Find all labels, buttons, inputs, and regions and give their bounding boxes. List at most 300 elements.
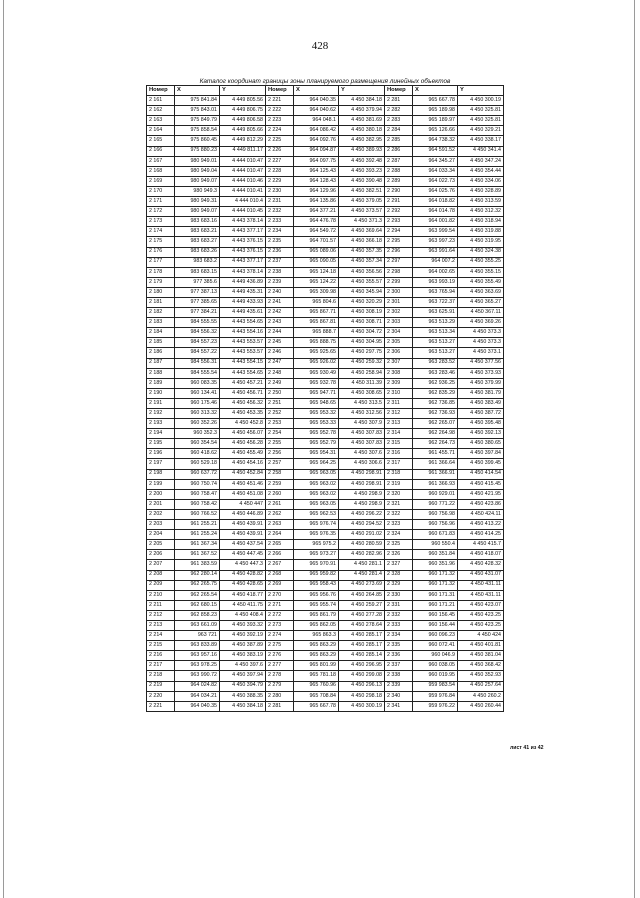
cell-x-1: 980 949.04 (175, 166, 220, 176)
header-number-2: Номер (266, 86, 294, 96)
cell-number-3: 2 329 (385, 580, 413, 590)
cell-number-3: 2 323 (385, 520, 413, 530)
cell-number-2: 2 249 (266, 378, 294, 388)
cell-y-2: 4 450 264.85 (339, 590, 385, 600)
cell-y-2: 4 450 389.93 (339, 146, 385, 156)
cell-number-1: 2 209 (147, 580, 175, 590)
cell-y-1: 4 450 456.32 (220, 398, 266, 408)
cell-number-2: 2 277 (266, 661, 294, 671)
cell-y-2: 4 450 381.69 (339, 116, 385, 126)
cell-x-3: 963 993.19 (413, 277, 458, 287)
cell-number-2: 2 224 (266, 126, 294, 136)
cell-y-3: 4 450 319.95 (458, 237, 504, 247)
cell-x-1: 964 040.35 (175, 701, 220, 711)
cell-x-2: 964 129.96 (294, 186, 339, 196)
cell-number-3: 2 292 (385, 207, 413, 217)
cell-number-3: 2 287 (385, 156, 413, 166)
table-row (147, 237, 504, 247)
cell-number-1: 2 221 (147, 701, 175, 711)
table-row (147, 247, 504, 257)
cell-number-2: 2 273 (266, 620, 294, 630)
coordinates-table (146, 85, 504, 712)
cell-x-1: 960 758.47 (175, 489, 220, 499)
cell-number-1: 2 190 (147, 388, 175, 398)
cell-y-1: 4 450 418.77 (220, 590, 266, 600)
cell-y-2: 4 450 306.6 (339, 459, 385, 469)
cell-x-1: 960 354.54 (175, 439, 220, 449)
cell-x-3: 960 550.4 (413, 540, 458, 550)
cell-x-2: 964 135.86 (294, 197, 339, 207)
cell-y-3: 4 450 352.93 (458, 671, 504, 681)
cell-x-3: 960 771.22 (413, 499, 458, 509)
cell-number-1: 2 193 (147, 419, 175, 429)
cell-x-2: 965 801.99 (294, 661, 339, 671)
cell-y-3: 4 450 325.81 (458, 116, 504, 126)
cell-number-2: 2 229 (266, 176, 294, 186)
cell-y-2: 4 450 355.57 (339, 277, 385, 287)
cell-y-1: 4 450 397.6 (220, 661, 266, 671)
cell-y-3: 4 450 397.84 (458, 449, 504, 459)
cell-x-1: 960 313.32 (175, 409, 220, 419)
cell-number-2: 2 258 (266, 469, 294, 479)
cell-x-2: 965 963.02 (294, 489, 339, 499)
cell-x-3: 960 096.23 (413, 631, 458, 641)
table-row (147, 479, 504, 489)
cell-number-1: 2 216 (147, 651, 175, 661)
cell-number-2: 2 259 (266, 479, 294, 489)
cell-y-3: 4 450 338.17 (458, 136, 504, 146)
cell-y-1: 4 444 010.46 (220, 176, 266, 186)
cell-number-2: 2 279 (266, 681, 294, 691)
cell-number-1: 2 177 (147, 257, 175, 267)
cell-x-2: 965 976.74 (294, 520, 339, 530)
cell-x-3: 962 736.93 (413, 409, 458, 419)
cell-y-2: 4 450 259.27 (339, 600, 385, 610)
cell-y-3: 4 450 377.56 (458, 358, 504, 368)
cell-y-2: 4 450 299.08 (339, 671, 385, 681)
cell-x-2: 965 963.05 (294, 499, 339, 509)
cell-y-3: 4 450 423.25 (458, 610, 504, 620)
cell-x-1: 960 083.35 (175, 378, 220, 388)
cell-number-1: 2 165 (147, 136, 175, 146)
cell-y-3: 4 450 257.64 (458, 681, 504, 691)
cell-y-3: 4 450 431.11 (458, 590, 504, 600)
header-x-3: X (413, 86, 458, 96)
cell-number-3: 2 299 (385, 277, 413, 287)
cell-x-3: 960 156.44 (413, 620, 458, 630)
table-row (147, 126, 504, 136)
table-row (147, 166, 504, 176)
cell-y-2: 4 450 277.28 (339, 610, 385, 620)
cell-x-3: 962 936.25 (413, 378, 458, 388)
cell-x-2: 964 097.75 (294, 156, 339, 166)
header-x-2: X (294, 86, 339, 96)
cell-number-1: 2 175 (147, 237, 175, 247)
page-number: 428 (311, 40, 329, 52)
cell-y-3: 4 450 363.69 (458, 287, 504, 297)
table-row (147, 691, 504, 701)
cell-y-1: 4 449 435.61 (220, 308, 266, 318)
cell-y-2: 4 450 357.35 (339, 247, 385, 257)
cell-y-1: 4 449 812.29 (220, 136, 266, 146)
cell-y-3: 4 450 300.19 (458, 96, 504, 106)
cell-y-1: 4 450 456.71 (220, 388, 266, 398)
cell-y-2: 4 450 281.4 (339, 570, 385, 580)
cell-x-1: 963 957.16 (175, 651, 220, 661)
cell-x-1: 975 880.23 (175, 146, 220, 156)
cell-x-2: 965 962.53 (294, 509, 339, 519)
cell-number-1: 2 206 (147, 550, 175, 560)
cell-y-3: 4 450 365.27 (458, 297, 504, 307)
cell-number-3: 2 325 (385, 540, 413, 550)
table-row (147, 136, 504, 146)
cell-number-2: 2 266 (266, 550, 294, 560)
cell-number-2: 2 278 (266, 671, 294, 681)
cell-number-1: 2 205 (147, 540, 175, 550)
cell-y-2: 4 450 258.94 (339, 368, 385, 378)
cell-number-1: 2 207 (147, 560, 175, 570)
cell-x-2: 965 925.65 (294, 348, 339, 358)
cell-x-2: 965 862.05 (294, 620, 339, 630)
cell-y-3: 4 450 355.49 (458, 277, 504, 287)
cell-number-3: 2 305 (385, 338, 413, 348)
table-row (147, 469, 504, 479)
cell-number-1: 2 217 (147, 661, 175, 671)
cell-x-2: 965 804.6 (294, 297, 339, 307)
cell-y-3: 4 450 413.22 (458, 520, 504, 530)
table-row (147, 176, 504, 186)
cell-x-2: 964 549.72 (294, 227, 339, 237)
cell-x-3: 960 171.31 (413, 590, 458, 600)
cell-number-1: 2 178 (147, 267, 175, 277)
table-row (147, 197, 504, 207)
cell-x-1: 977 385.6 (175, 277, 220, 287)
cell-y-1: 4 449 805.66 (220, 126, 266, 136)
cell-y-1: 4 450 393.32 (220, 620, 266, 630)
cell-y-3: 4 450 424.11 (458, 509, 504, 519)
cell-y-2: 4 450 298.91 (339, 479, 385, 489)
cell-x-3: 964 018.82 (413, 197, 458, 207)
cell-number-2: 2 255 (266, 439, 294, 449)
cell-y-3: 4 450 312.32 (458, 207, 504, 217)
table-row (147, 489, 504, 499)
cell-x-2: 964 128.43 (294, 176, 339, 186)
cell-number-1: 2 174 (147, 227, 175, 237)
cell-y-2: 4 450 366.18 (339, 237, 385, 247)
cell-y-1: 4 450 408.4 (220, 610, 266, 620)
cell-number-2: 2 251 (266, 398, 294, 408)
cell-y-1: 4 443 554.65 (220, 318, 266, 328)
cell-x-2: 964 048.1 (294, 116, 339, 126)
cell-y-3: 4 450 355.15 (458, 267, 504, 277)
cell-y-2: 4 450 382.95 (339, 136, 385, 146)
cell-x-2: 965 952.79 (294, 439, 339, 449)
table-row (147, 257, 504, 267)
cell-x-3: 961 366.64 (413, 459, 458, 469)
cell-x-3: 959 976.84 (413, 691, 458, 701)
cell-x-2: 964 476.78 (294, 217, 339, 227)
cell-y-2: 4 450 307.83 (339, 439, 385, 449)
cell-y-3: 4 450 373.93 (458, 368, 504, 378)
cell-x-1: 961 367.52 (175, 550, 220, 560)
cell-y-1: 4 450 456.28 (220, 439, 266, 449)
cell-number-2: 2 276 (266, 651, 294, 661)
cell-number-3: 2 303 (385, 318, 413, 328)
cell-x-2: 965 954.31 (294, 449, 339, 459)
cell-y-1: 4 450 392.19 (220, 631, 266, 641)
cell-y-3: 4 450 381.79 (458, 388, 504, 398)
cell-number-2: 2 223 (266, 116, 294, 126)
cell-number-2: 2 268 (266, 570, 294, 580)
cell-x-3: 963 999.54 (413, 227, 458, 237)
cell-number-2: 2 228 (266, 166, 294, 176)
cell-y-1: 4 450 451.08 (220, 489, 266, 499)
cell-y-3: 4 450 399.45 (458, 459, 504, 469)
cell-y-1: 4 449 811.17 (220, 146, 266, 156)
table-row (147, 641, 504, 651)
cell-x-3: 963 997.23 (413, 237, 458, 247)
cell-x-1: 983 683.21 (175, 227, 220, 237)
cell-y-1: 4 443 377.17 (220, 257, 266, 267)
cell-y-2: 4 450 298.18 (339, 691, 385, 701)
cell-x-2: 964 092.76 (294, 136, 339, 146)
cell-number-2: 2 226 (266, 146, 294, 156)
cell-x-1: 977 384.21 (175, 308, 220, 318)
cell-number-3: 2 336 (385, 651, 413, 661)
cell-y-1: 4 449 805.56 (220, 96, 266, 106)
cell-number-3: 2 307 (385, 358, 413, 368)
cell-number-1: 2 184 (147, 328, 175, 338)
cell-x-3: 963 513.29 (413, 318, 458, 328)
cell-number-3: 2 324 (385, 530, 413, 540)
cell-x-3: 965 667.78 (413, 96, 458, 106)
cell-y-2: 4 450 308.71 (339, 318, 385, 328)
cell-number-2: 2 253 (266, 419, 294, 429)
cell-y-1: 4 450 428.82 (220, 570, 266, 580)
cell-number-2: 2 248 (266, 368, 294, 378)
cell-y-1: 4 444 010.45 (220, 207, 266, 217)
cell-y-3: 4 450 260.2 (458, 691, 504, 701)
cell-number-1: 2 219 (147, 681, 175, 691)
cell-x-3: 959 976.22 (413, 701, 458, 711)
cell-number-1: 2 186 (147, 348, 175, 358)
cell-y-3: 4 450 355.25 (458, 257, 504, 267)
cell-x-2: 964 040.62 (294, 106, 339, 116)
cell-y-3: 4 450 415.7 (458, 540, 504, 550)
cell-x-1: 983 683.27 (175, 237, 220, 247)
cell-number-1: 2 197 (147, 459, 175, 469)
cell-x-3: 963 991.64 (413, 247, 458, 257)
cell-x-1: 962 680.15 (175, 600, 220, 610)
table-row (147, 701, 504, 711)
cell-number-3: 2 312 (385, 409, 413, 419)
cell-number-3: 2 331 (385, 600, 413, 610)
cell-number-1: 2 203 (147, 520, 175, 530)
cell-y-3: 4 450 380.65 (458, 439, 504, 449)
cell-number-2: 2 232 (266, 207, 294, 217)
cell-x-1: 984 555.54 (175, 368, 220, 378)
cell-number-2: 2 281 (266, 701, 294, 711)
cell-number-3: 2 315 (385, 439, 413, 449)
cell-y-1: 4 450 447.45 (220, 550, 266, 560)
table-row (147, 96, 504, 106)
cell-y-2: 4 450 285.17 (339, 631, 385, 641)
cell-y-1: 4 443 554.65 (220, 368, 266, 378)
cell-number-1: 2 201 (147, 499, 175, 509)
cell-y-3: 4 450 414.54 (458, 469, 504, 479)
cell-x-3: 960 351.96 (413, 560, 458, 570)
cell-number-1: 2 196 (147, 449, 175, 459)
table-row (147, 530, 504, 540)
cell-x-3: 965 126.66 (413, 126, 458, 136)
table-row (147, 499, 504, 509)
cell-y-1: 4 443 378.14 (220, 217, 266, 227)
table-row (147, 146, 504, 156)
cell-y-3: 4 450 341.4 (458, 146, 504, 156)
cell-number-3: 2 340 (385, 691, 413, 701)
cell-number-1: 2 185 (147, 338, 175, 348)
table-row (147, 590, 504, 600)
cell-x-3: 960 171.32 (413, 570, 458, 580)
cell-x-1: 960 134.41 (175, 388, 220, 398)
cell-y-2: 4 450 296.95 (339, 661, 385, 671)
cell-x-1: 984 555.55 (175, 318, 220, 328)
cell-y-2: 4 450 307.9 (339, 419, 385, 429)
cell-number-3: 2 302 (385, 308, 413, 318)
cell-number-3: 2 301 (385, 297, 413, 307)
cell-number-2: 2 222 (266, 106, 294, 116)
table-row (147, 277, 504, 287)
cell-y-3: 4 450 347.24 (458, 156, 504, 166)
cell-x-3: 963 765.94 (413, 287, 458, 297)
cell-y-2: 4 450 259.32 (339, 358, 385, 368)
cell-number-3: 2 341 (385, 701, 413, 711)
cell-number-3: 2 319 (385, 479, 413, 489)
cell-x-2: 964 094.87 (294, 146, 339, 156)
cell-number-3: 2 304 (385, 328, 413, 338)
cell-x-3: 963 722.37 (413, 297, 458, 307)
cell-number-2: 2 257 (266, 459, 294, 469)
cell-y-3: 4 450 401.81 (458, 641, 504, 651)
cell-x-1: 980 949.01 (175, 156, 220, 166)
table-row (147, 651, 504, 661)
cell-number-2: 2 250 (266, 388, 294, 398)
table-row (147, 297, 504, 307)
cell-number-1: 2 166 (147, 146, 175, 156)
table-row (147, 681, 504, 691)
cell-number-3: 2 318 (385, 469, 413, 479)
cell-x-3: 964 033.34 (413, 166, 458, 176)
cell-number-3: 2 320 (385, 489, 413, 499)
cell-x-3: 960 671.83 (413, 530, 458, 540)
cell-number-1: 2 183 (147, 318, 175, 328)
cell-x-1: 960 418.62 (175, 449, 220, 459)
cell-number-3: 2 297 (385, 257, 413, 267)
cell-y-2: 4 450 313.5 (339, 398, 385, 408)
table-row (147, 671, 504, 681)
cell-number-3: 2 335 (385, 641, 413, 651)
cell-y-3: 4 450 428.32 (458, 560, 504, 570)
cell-y-2: 4 450 291.02 (339, 530, 385, 540)
cell-number-2: 2 246 (266, 348, 294, 358)
cell-number-2: 2 270 (266, 590, 294, 600)
cell-y-2: 4 450 379.05 (339, 197, 385, 207)
table-row (147, 631, 504, 641)
cell-x-3: 960 756.98 (413, 509, 458, 519)
cell-x-1: 980 949.3 (175, 186, 220, 196)
cell-x-3: 961 366.93 (413, 479, 458, 489)
cell-number-1: 2 204 (147, 530, 175, 540)
cell-number-2: 2 260 (266, 489, 294, 499)
cell-x-3: 960 756.96 (413, 520, 458, 530)
cell-x-2: 965 953.32 (294, 409, 339, 419)
cell-y-2: 4 450 357.34 (339, 257, 385, 267)
cell-number-2: 2 231 (266, 197, 294, 207)
table-row (147, 358, 504, 368)
cell-x-1: 984 557.23 (175, 338, 220, 348)
cell-y-1: 4 449 436.89 (220, 277, 266, 287)
cell-y-1: 4 450 384.18 (220, 701, 266, 711)
cell-x-3: 963 513.34 (413, 328, 458, 338)
cell-x-2: 965 959.82 (294, 570, 339, 580)
table-row (147, 610, 504, 620)
cell-x-3: 960 046.9 (413, 651, 458, 661)
cell-y-1: 4 450 455.49 (220, 449, 266, 459)
cell-x-2: 964 086.42 (294, 126, 339, 136)
cell-x-3: 963 283.46 (413, 368, 458, 378)
cell-x-1: 980 949.07 (175, 207, 220, 217)
cell-x-1: 963 978.25 (175, 661, 220, 671)
cell-x-3: 963 513.27 (413, 338, 458, 348)
cell-x-2: 965 963.02 (294, 479, 339, 489)
cell-number-2: 2 240 (266, 287, 294, 297)
cell-x-1: 962 265.54 (175, 590, 220, 600)
cell-number-2: 2 244 (266, 328, 294, 338)
cell-x-3: 961 366.91 (413, 469, 458, 479)
cell-x-1: 983 683.16 (175, 217, 220, 227)
cell-y-2: 4 450 307.6 (339, 449, 385, 459)
cell-number-2: 2 238 (266, 267, 294, 277)
cell-number-3: 2 326 (385, 550, 413, 560)
cell-y-1: 4 443 378.14 (220, 267, 266, 277)
cell-x-1: 977 387.13 (175, 287, 220, 297)
cell-y-2: 4 450 369.64 (339, 227, 385, 237)
cell-number-1: 2 195 (147, 439, 175, 449)
cell-number-2: 2 230 (266, 186, 294, 196)
cell-x-2: 965 953.33 (294, 419, 339, 429)
cell-number-2: 2 239 (266, 277, 294, 287)
cell-x-3: 962 265.07 (413, 419, 458, 429)
cell-y-3: 4 450 424 (458, 631, 504, 641)
cell-y-1: 4 443 376.15 (220, 247, 266, 257)
cell-number-1: 2 213 (147, 620, 175, 630)
cell-y-3: 4 450 392.13 (458, 429, 504, 439)
cell-x-2: 965 124.22 (294, 277, 339, 287)
cell-number-3: 2 288 (385, 166, 413, 176)
cell-x-2: 965 973.27 (294, 550, 339, 560)
cell-x-3: 965 189.98 (413, 106, 458, 116)
cell-number-3: 2 316 (385, 449, 413, 459)
table-row (147, 439, 504, 449)
cell-number-3: 2 308 (385, 368, 413, 378)
cell-y-1: 4 450 387.89 (220, 641, 266, 651)
cell-number-2: 2 225 (266, 136, 294, 146)
cell-y-1: 4 450 453.35 (220, 409, 266, 419)
cell-y-1: 4 444 010.47 (220, 166, 266, 176)
cell-number-2: 2 272 (266, 610, 294, 620)
cell-number-3: 2 317 (385, 459, 413, 469)
cell-y-1: 4 450 383.19 (220, 651, 266, 661)
